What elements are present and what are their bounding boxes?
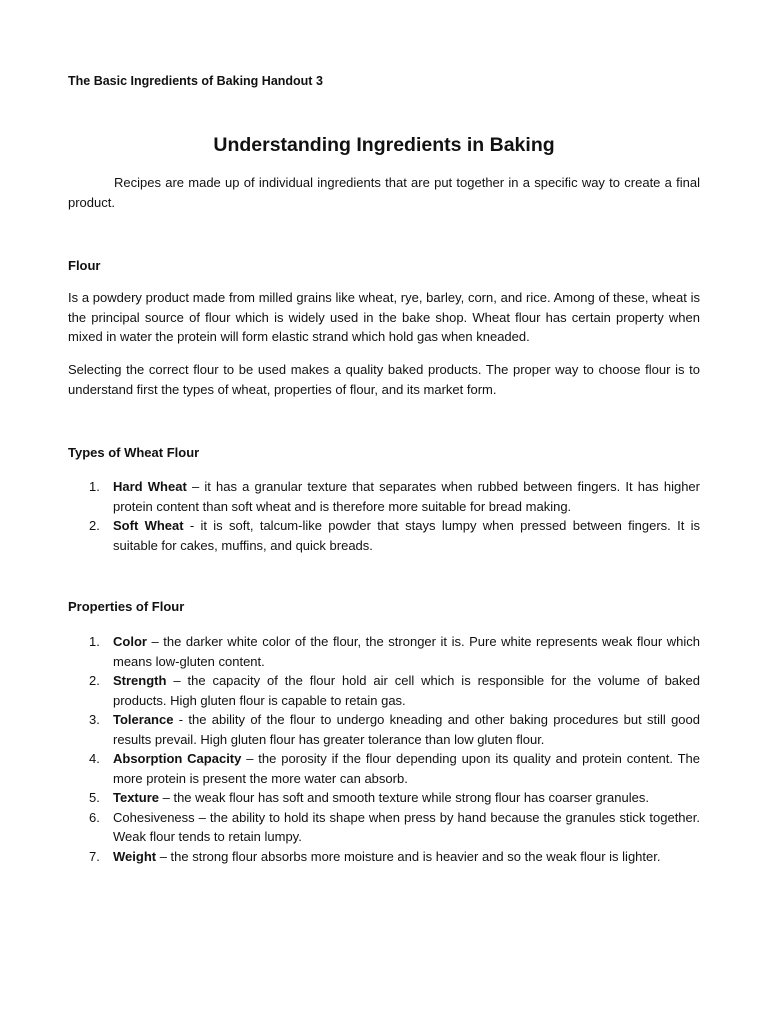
flour-paragraph: Selecting the correct flour to be used makes a quality baked products. The proper way to choose flour is to understand first the types of wheat, properties of flour, and its market form. — [68, 362, 700, 397]
list-number: 2. — [89, 673, 100, 688]
list-number: 7. — [89, 848, 100, 864]
document-title: Understanding Ingredients in Baking — [213, 134, 555, 156]
list-term: Soft Wheat — [113, 518, 184, 533]
properties-list — [68, 632, 700, 866]
list-term: Texture — [113, 790, 159, 805]
list-description: – it has a granular texture that separates when rubbed between fingers. It has higher protein content than soft wheat and is therefore more suitable for bread making. — [113, 479, 700, 514]
list-item — [68, 788, 700, 808]
list-description: - the ability of the flour to undergo kneading and other baking procedures but still good results prevail. High gluten flour has greater tolerance than low gluten flour. — [113, 712, 700, 747]
handout-header: The Basic Ingredients of Baking Handout 3 — [68, 74, 323, 88]
list-number: 1. — [89, 634, 100, 649]
list-item — [68, 808, 700, 847]
list-description: – the darker white color of the flour, the stronger it is. Pure white represents weak flour which means low-gluten content. — [113, 634, 700, 669]
list-description: – the strong flour absorbs more moisture and is heavier and so the weak flour is lighter. — [156, 848, 661, 864]
properties-heading: Properties of Flour — [68, 599, 185, 614]
flour-heading: Flour — [68, 258, 101, 273]
list-number: 6. — [89, 809, 100, 825]
list-item — [68, 671, 700, 710]
list-item — [68, 477, 700, 516]
list-term: Color — [113, 634, 147, 649]
list-term: Hard Wheat — [113, 479, 187, 494]
list-number: 1. — [89, 479, 100, 494]
list-term: Strength — [113, 673, 167, 688]
list-item — [68, 749, 700, 788]
types-list — [68, 477, 700, 555]
list-item — [68, 847, 700, 867]
list-description: – the weak flour has soft and smooth texture while strong flour has coarser granules. — [159, 790, 649, 805]
list-term: Tolerance — [113, 712, 174, 727]
list-number: 3. — [89, 712, 100, 727]
intro-paragraph: Recipes are made up of individual ingredients that are put together in a specific way to create a final product. — [68, 175, 700, 210]
list-term: Weight — [113, 848, 157, 864]
list-term: Absorption Capacity — [113, 751, 242, 766]
list-item — [68, 632, 700, 671]
list-item — [68, 516, 700, 555]
list-description: – the porosity if the flour depending upon its quality and protein content. The more protein is present the more water can absorb. — [113, 751, 701, 786]
list-number: 2. — [89, 518, 100, 533]
list-number: 4. — [89, 751, 100, 766]
list-number: 5. — [89, 790, 100, 805]
list-item — [68, 710, 700, 749]
flour-paragraph: Is a powdery product made from milled grains like wheat, rye, barley, corn, and rice. Among of these, wheat is the principal source of flour which is widely used in the bake shop. Wheat flour has certain property when mixed in water the protein will form elastic strand which hold gas when kneaded. — [68, 290, 700, 344]
list-description: Cohesiveness – the ability to hold its shape when press by hand because the granules stick together. Weak flour tends to retain lumpy. — [113, 809, 700, 844]
list-description: – the capacity of the flour hold air cell which is responsible for the volume of baked products. High gluten flour is capable to retain gas. — [113, 673, 700, 708]
list-description: - it is soft, talcum-like powder that stays lumpy when pressed between fingers. It is suitable for cakes, muffins, and quick breads. — [113, 518, 700, 553]
types-heading: Types of Wheat Flour — [68, 445, 200, 460]
